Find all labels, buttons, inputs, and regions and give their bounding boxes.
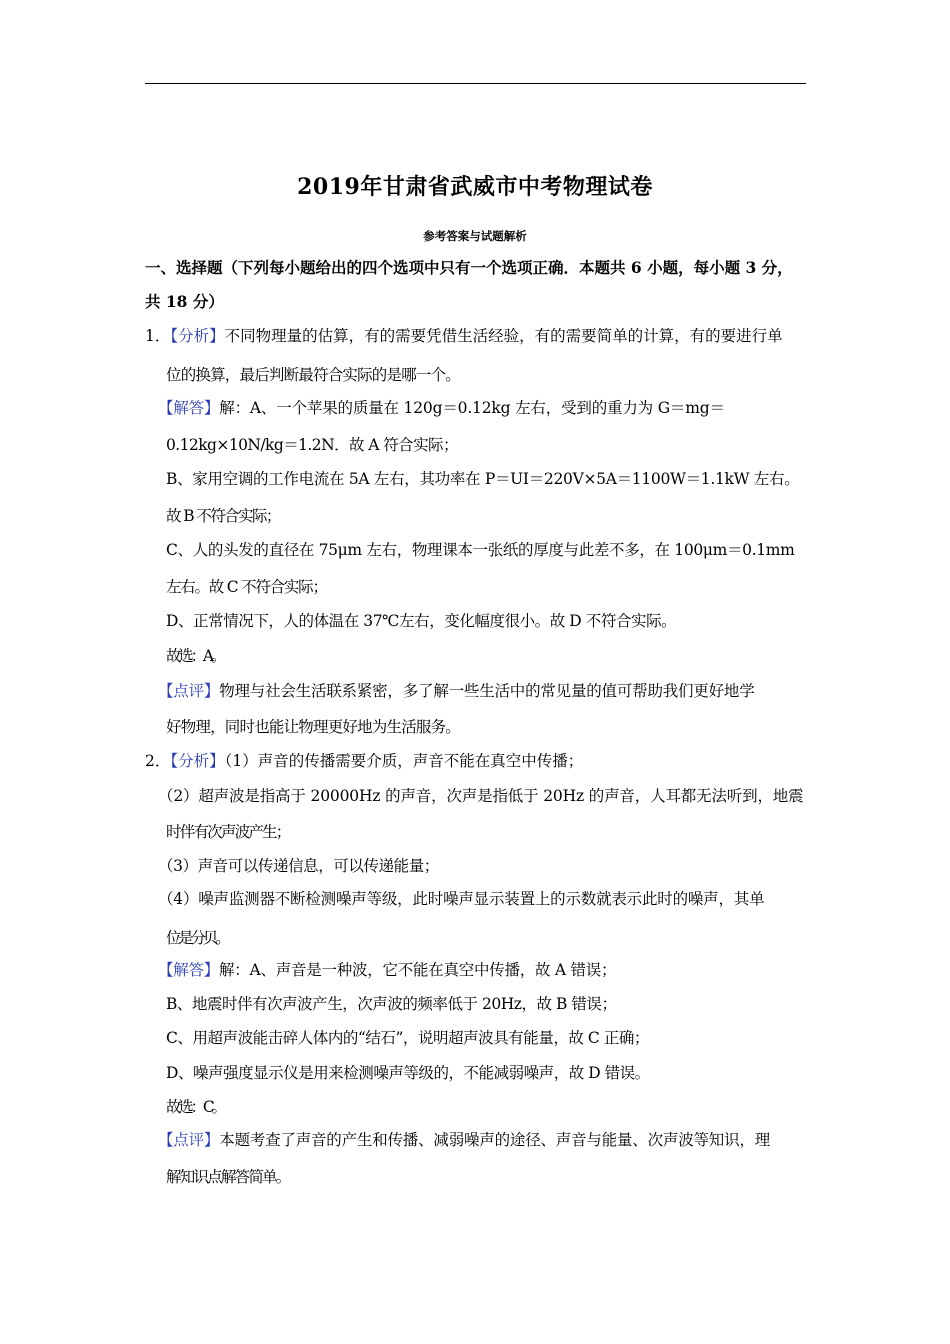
q2-answer-line2: B、地震时伴有次声波产生，次声波的频率低于 20Hz，故 B 错误； — [166, 995, 617, 1013]
page-subtitle: 参考答案与试题解析 — [423, 229, 527, 243]
section-heading-line1: 一、选择题（下列每小题给出的四个选项中只有一个选项正确．本题共 6 小题，每小题 3 分， — [145, 258, 793, 277]
q2-analysis-text: （1）声音的传播需要介质，声音不能在真空中传播； — [224, 752, 584, 770]
header-rule — [145, 83, 806, 84]
q1-answer-line4: 故 B 不符合实际； — [166, 507, 280, 525]
q2-analysis-line6: 位是分贝。 — [166, 929, 228, 947]
q2-comment-text: 本题考查了声音的产生和传播、减弱噪声的途径、声音与能量、次声波等知识，理 — [219, 1131, 771, 1149]
q2-comment-line1 — [158, 1130, 828, 1150]
q1-analysis-line2: 位的换算，最后判断最符合实际的是哪一个。 — [166, 366, 461, 384]
q1-answer-line2: 0.12kg×10N/kg＝1.2N．故 A 符合实际； — [166, 436, 458, 454]
q2-analysis-line1 — [145, 751, 815, 771]
q1-number: 1． — [145, 327, 171, 345]
q2-comment-tag: 【点评】 — [158, 1131, 220, 1149]
q1-answer-tag: 【解答】 — [158, 399, 220, 417]
q1-answer-line1 — [158, 398, 828, 418]
q1-analysis-text: 不同物理量的估算，有的需要凭借生活经验，有的需要简单的计算，有的要进行单 — [224, 327, 783, 345]
page-title: 2019年甘肃省武威市中考物理试卷 — [297, 174, 653, 200]
q2-answer-text: 解：A、声音是一种波，它不能在真空中传播，故 A 错误； — [219, 961, 617, 979]
q2-analysis-line5: （4）噪声监测器不断检测噪声等级，此时噪声显示装置上的示数就表示此时的噪声，其单 — [158, 890, 765, 908]
section-heading-line2: 共 18 分） — [145, 292, 224, 311]
q2-answer-line1 — [158, 960, 828, 980]
q1-answer-line6: 左右。故 C 不符合实际； — [166, 578, 327, 596]
q1-answer-line7: D、正常情况下，人的体温在 37℃左右，变化幅度很小。故 D 不符合实际。 — [166, 612, 677, 630]
q1-comment-line1 — [158, 681, 828, 701]
q1-analysis-tag: 【分析】 — [170, 327, 225, 345]
q2-number: 2． — [145, 752, 171, 770]
q1-comment-text: 物理与社会生活联系紧密，多了解一些生活中的常见量的值可帮助我们更好地学 — [219, 682, 755, 700]
q2-answer-line4: D、噪声强度显示仪是用来检测噪声等级的，不能减弱噪声，故 D 错误。 — [166, 1064, 650, 1082]
q2-answer-line3: C、用超声波能击碎人体内的“结石”，说明超声波具有能量，故 C 正确； — [166, 1029, 649, 1047]
q1-comment-tag: 【点评】 — [158, 682, 220, 700]
q1-choice: 故选：A。 — [166, 647, 224, 665]
q1-comment-line2: 好物理，同时也能让物理更好地为生活服务。 — [166, 718, 461, 736]
q2-analysis-line4: （3）声音可以传递信息，可以传递能量； — [158, 857, 439, 875]
q1-analysis-line1 — [145, 326, 815, 346]
q2-analysis-line2: （2）超声波是指高于 20000Hz 的声音，次声是指低于 20Hz 的声音，人耳都无法听到，地震 — [158, 787, 804, 805]
q1-answer-text: 解：A、一个苹果的质量在 120g＝0.12kg 左右，受到的重力为 G＝mg＝ — [219, 399, 725, 417]
q2-choice: 故选：C。 — [166, 1098, 224, 1116]
q2-answer-tag: 【解答】 — [158, 961, 220, 979]
q2-analysis-tag: 【分析】 — [170, 752, 225, 770]
q1-answer-line3: B、家用空调的工作电流在 5A 左右，其功率在 P＝UI＝220V×5A＝1100W＝1.1kW 左右。 — [166, 470, 800, 488]
q2-comment-line2: 解知识点解答简单。 — [166, 1168, 290, 1186]
q2-analysis-line3: 时伴有次声波产生； — [166, 823, 290, 841]
q1-answer-line5: C、人的头发的直径在 75μm 左右，物理课本一张纸的厚度与此差不多，在 100μm＝0.1mm — [166, 541, 795, 559]
